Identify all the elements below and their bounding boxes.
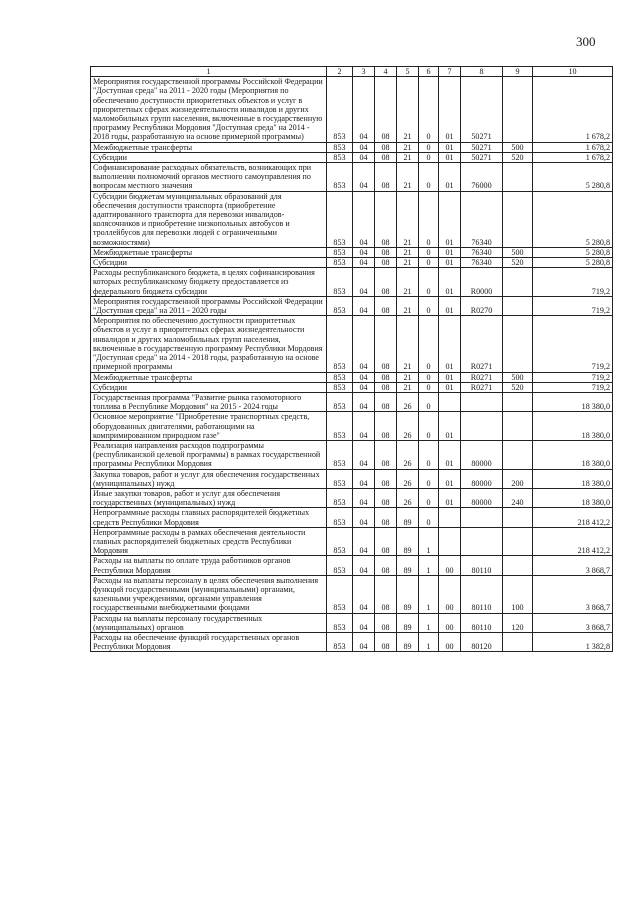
code-subsection: 08 bbox=[375, 152, 397, 162]
code-event bbox=[439, 527, 461, 556]
table-row bbox=[91, 191, 613, 247]
code-direction bbox=[461, 508, 503, 527]
row-description: Закупка товаров, работ и услуг для обеспечения государственных (муниципальных) нужд bbox=[91, 469, 327, 488]
code-admin: 853 bbox=[327, 152, 353, 162]
row-amount: 1 678,2 bbox=[533, 152, 613, 162]
row-amount: 5 280,8 bbox=[533, 163, 613, 192]
row-description: Субсидии bbox=[91, 152, 327, 162]
row-amount: 3 868,7 bbox=[533, 575, 613, 613]
code-section: 04 bbox=[353, 527, 375, 556]
row-description: Мероприятия государственной программы Российской Федерации "Доступная среда" на 2011 - 2020 годы (Мероприятия по обеспечению доступности приоритетных объектов и услуг в приоритетных сферах жизнедеятельности инвалидов и других маломобильных групп населения, включенные в государственную программу Республики Мордовия "Доступная среда" на 2014 - 2018 годы, разработанную на основе примерной программы) bbox=[91, 77, 327, 142]
code-admin: 853 bbox=[327, 488, 353, 507]
code-expense-type: 500 bbox=[503, 372, 533, 382]
code-subsection: 08 bbox=[375, 268, 397, 297]
row-amount: 719,2 bbox=[533, 296, 613, 315]
row-amount: 719,2 bbox=[533, 372, 613, 382]
code-subsection: 08 bbox=[375, 469, 397, 488]
code-admin: 853 bbox=[327, 258, 353, 268]
row-description: Иные закупки товаров, работ и услуг для обеспечения государственных (муниципальных) нужд bbox=[91, 488, 327, 507]
code-direction: R0271 bbox=[461, 372, 503, 382]
code-subsection: 08 bbox=[375, 508, 397, 527]
row-amount: 5 280,8 bbox=[533, 247, 613, 257]
code-expense-type: 100 bbox=[503, 575, 533, 613]
row-amount: 18 380,0 bbox=[533, 488, 613, 507]
table-row bbox=[91, 527, 613, 556]
code-expense-type: 500 bbox=[503, 247, 533, 257]
header-cell: 4 bbox=[375, 67, 397, 77]
code-admin: 853 bbox=[327, 247, 353, 257]
code-event: 01 bbox=[439, 488, 461, 507]
row-description: Непрограммные расходы главных распорядителей бюджетных средств Республики Мордовия bbox=[91, 508, 327, 527]
code-subsection: 08 bbox=[375, 372, 397, 382]
header-cell: 2 bbox=[327, 67, 353, 77]
header-cell: 5 bbox=[397, 67, 419, 77]
row-amount: 218 412,2 bbox=[533, 527, 613, 556]
code-event: 00 bbox=[439, 556, 461, 575]
code-event: 01 bbox=[439, 440, 461, 469]
table-row bbox=[91, 392, 613, 411]
code-section: 04 bbox=[353, 575, 375, 613]
code-subprogram: 0 bbox=[419, 268, 439, 297]
table-row bbox=[91, 508, 613, 527]
code-admin: 853 bbox=[327, 163, 353, 192]
table-row bbox=[91, 556, 613, 575]
code-subsection: 08 bbox=[375, 632, 397, 651]
code-expense-type bbox=[503, 527, 533, 556]
code-subprogram: 0 bbox=[419, 142, 439, 152]
code-expense-type bbox=[503, 412, 533, 441]
code-subsection: 08 bbox=[375, 77, 397, 142]
code-subprogram: 0 bbox=[419, 382, 439, 392]
code-program: 21 bbox=[397, 382, 419, 392]
row-description: Межбюджетные трансферты bbox=[91, 142, 327, 152]
code-event: 00 bbox=[439, 632, 461, 651]
code-subprogram: 0 bbox=[419, 258, 439, 268]
code-expense-type bbox=[503, 440, 533, 469]
header-cell: 9 bbox=[503, 67, 533, 77]
code-expense-type: 500 bbox=[503, 142, 533, 152]
row-description: Расходы на выплаты персоналу в целях обеспечения выполнения функций государственными (муниципальными) органами, казенными учреждениями, органами управления государственными внебюджетными фондами bbox=[91, 575, 327, 613]
code-subprogram: 0 bbox=[419, 392, 439, 411]
code-direction: 80110 bbox=[461, 575, 503, 613]
row-description: Реализация направления расходов подпрограммы (республиканской целевой программы) в рамках государственной программы Республики Мордовия bbox=[91, 440, 327, 469]
table-row bbox=[91, 77, 613, 142]
code-admin: 853 bbox=[327, 392, 353, 411]
code-direction: R0270 bbox=[461, 296, 503, 315]
code-event: 01 bbox=[439, 412, 461, 441]
code-direction: 80110 bbox=[461, 556, 503, 575]
header-cell: 8 bbox=[461, 67, 503, 77]
code-program: 89 bbox=[397, 632, 419, 651]
row-description: Софинансирование расходных обязательств, возникающих при выполнении полномочий органов местного самоуправления по вопросам местного значения bbox=[91, 163, 327, 192]
code-expense-type bbox=[503, 508, 533, 527]
code-subsection: 08 bbox=[375, 142, 397, 152]
code-section: 04 bbox=[353, 258, 375, 268]
header-cell: 6 bbox=[419, 67, 439, 77]
code-subprogram: 0 bbox=[419, 152, 439, 162]
code-direction: R0271 bbox=[461, 316, 503, 372]
code-program: 21 bbox=[397, 152, 419, 162]
row-description: Расходы республиканского бюджета, в целях софинансирования которых республиканскому бюджету предоставляется из федерального бюджета субсидии bbox=[91, 268, 327, 297]
code-subsection: 08 bbox=[375, 575, 397, 613]
row-description: Межбюджетные трансферты bbox=[91, 247, 327, 257]
code-section: 04 bbox=[353, 508, 375, 527]
code-event: 01 bbox=[439, 191, 461, 247]
code-event: 01 bbox=[439, 469, 461, 488]
row-amount: 1 678,2 bbox=[533, 77, 613, 142]
code-direction: 80110 bbox=[461, 613, 503, 632]
code-subprogram: 0 bbox=[419, 191, 439, 247]
row-amount: 5 280,8 bbox=[533, 258, 613, 268]
code-event: 01 bbox=[439, 382, 461, 392]
code-subsection: 08 bbox=[375, 296, 397, 315]
code-subprogram: 0 bbox=[419, 488, 439, 507]
code-subprogram: 1 bbox=[419, 613, 439, 632]
code-subsection: 08 bbox=[375, 440, 397, 469]
row-amount: 719,2 bbox=[533, 268, 613, 297]
code-event: 01 bbox=[439, 268, 461, 297]
code-expense-type: 520 bbox=[503, 152, 533, 162]
code-subsection: 08 bbox=[375, 412, 397, 441]
table-row bbox=[91, 296, 613, 315]
code-direction bbox=[461, 527, 503, 556]
code-admin: 853 bbox=[327, 268, 353, 297]
code-program: 21 bbox=[397, 77, 419, 142]
code-section: 04 bbox=[353, 163, 375, 192]
code-admin: 853 bbox=[327, 142, 353, 152]
row-amount: 719,2 bbox=[533, 316, 613, 372]
code-event bbox=[439, 508, 461, 527]
code-subsection: 08 bbox=[375, 488, 397, 507]
code-admin: 853 bbox=[327, 77, 353, 142]
row-description: Основное мероприятие "Приобретение транспортных средств, оборудованных двигателями, работающими на компримированном природном газе" bbox=[91, 412, 327, 441]
code-program: 89 bbox=[397, 527, 419, 556]
code-admin: 853 bbox=[327, 412, 353, 441]
code-section: 04 bbox=[353, 247, 375, 257]
code-admin: 853 bbox=[327, 527, 353, 556]
table-row bbox=[91, 142, 613, 152]
code-direction bbox=[461, 392, 503, 411]
header-row bbox=[91, 67, 613, 77]
code-section: 04 bbox=[353, 382, 375, 392]
code-subprogram: 0 bbox=[419, 508, 439, 527]
code-event: 01 bbox=[439, 77, 461, 142]
row-description: Межбюджетные трансферты bbox=[91, 372, 327, 382]
code-expense-type: 200 bbox=[503, 469, 533, 488]
table-row bbox=[91, 632, 613, 651]
code-expense-type bbox=[503, 191, 533, 247]
code-expense-type bbox=[503, 632, 533, 651]
code-admin: 853 bbox=[327, 316, 353, 372]
code-direction: 80000 bbox=[461, 488, 503, 507]
page-number: 300 bbox=[576, 34, 596, 49]
code-section: 04 bbox=[353, 77, 375, 142]
row-amount: 18 380,0 bbox=[533, 440, 613, 469]
code-event bbox=[439, 392, 461, 411]
table-row bbox=[91, 152, 613, 162]
code-section: 04 bbox=[353, 392, 375, 411]
row-description: Субсидии бюджетам муниципальных образований для обеспечения доступности транспорта (приобретение адаптированного транспорта для перевозки инвалидов-колясочников и приобретение низкопольных автобусов и троллейбусов для перевозки людей с ограниченными возможностями) bbox=[91, 191, 327, 247]
code-section: 04 bbox=[353, 142, 375, 152]
code-expense-type bbox=[503, 392, 533, 411]
row-amount: 5 280,8 bbox=[533, 191, 613, 247]
table-row bbox=[91, 382, 613, 392]
row-amount: 3 868,7 bbox=[533, 556, 613, 575]
code-section: 04 bbox=[353, 372, 375, 382]
code-section: 04 bbox=[353, 412, 375, 441]
code-program: 21 bbox=[397, 163, 419, 192]
row-description: Мероприятия государственной программы Российской Федерации "Доступная среда" на 2011 - 2020 годы bbox=[91, 296, 327, 315]
code-expense-type bbox=[503, 556, 533, 575]
code-admin: 853 bbox=[327, 469, 353, 488]
code-program: 21 bbox=[397, 258, 419, 268]
code-direction: 76000 bbox=[461, 163, 503, 192]
table-row bbox=[91, 258, 613, 268]
code-subprogram: 0 bbox=[419, 372, 439, 382]
row-amount: 18 380,0 bbox=[533, 392, 613, 411]
table-row bbox=[91, 575, 613, 613]
code-section: 04 bbox=[353, 316, 375, 372]
code-subprogram: 1 bbox=[419, 575, 439, 613]
row-amount: 18 380,0 bbox=[533, 412, 613, 441]
code-direction: 80120 bbox=[461, 632, 503, 651]
table-row bbox=[91, 163, 613, 192]
code-subprogram: 0 bbox=[419, 163, 439, 192]
code-direction: 50271 bbox=[461, 142, 503, 152]
table-row bbox=[91, 469, 613, 488]
row-description: Расходы на выплаты персоналу государственных (муниципальных) органов bbox=[91, 613, 327, 632]
code-expense-type bbox=[503, 296, 533, 315]
code-expense-type bbox=[503, 268, 533, 297]
code-admin: 853 bbox=[327, 296, 353, 315]
code-admin: 853 bbox=[327, 191, 353, 247]
row-description: Субсидии bbox=[91, 258, 327, 268]
table-row bbox=[91, 412, 613, 441]
code-program: 26 bbox=[397, 412, 419, 441]
code-admin: 853 bbox=[327, 632, 353, 651]
code-program: 21 bbox=[397, 268, 419, 297]
code-expense-type: 520 bbox=[503, 382, 533, 392]
code-subsection: 08 bbox=[375, 258, 397, 268]
code-expense-type: 240 bbox=[503, 488, 533, 507]
code-direction: 80000 bbox=[461, 440, 503, 469]
code-event: 01 bbox=[439, 142, 461, 152]
code-subprogram: 0 bbox=[419, 296, 439, 315]
row-description: Субсидии bbox=[91, 382, 327, 392]
header-cell: 10 bbox=[533, 67, 613, 77]
code-admin: 853 bbox=[327, 613, 353, 632]
code-event: 00 bbox=[439, 575, 461, 613]
code-subsection: 08 bbox=[375, 556, 397, 575]
code-subprogram: 0 bbox=[419, 412, 439, 441]
code-program: 89 bbox=[397, 508, 419, 527]
code-section: 04 bbox=[353, 296, 375, 315]
table-row bbox=[91, 268, 613, 297]
code-subsection: 08 bbox=[375, 382, 397, 392]
code-subprogram: 0 bbox=[419, 316, 439, 372]
code-admin: 853 bbox=[327, 372, 353, 382]
code-section: 04 bbox=[353, 469, 375, 488]
code-program: 26 bbox=[397, 488, 419, 507]
table-row bbox=[91, 440, 613, 469]
code-direction: 76340 bbox=[461, 247, 503, 257]
header-cell: 7 bbox=[439, 67, 461, 77]
row-amount: 719,2 bbox=[533, 382, 613, 392]
code-admin: 853 bbox=[327, 556, 353, 575]
code-admin: 853 bbox=[327, 575, 353, 613]
code-event: 01 bbox=[439, 372, 461, 382]
code-program: 26 bbox=[397, 440, 419, 469]
table-row bbox=[91, 372, 613, 382]
code-subprogram: 0 bbox=[419, 469, 439, 488]
code-direction: R0000 bbox=[461, 268, 503, 297]
row-amount: 218 412,2 bbox=[533, 508, 613, 527]
code-section: 04 bbox=[353, 613, 375, 632]
code-program: 26 bbox=[397, 469, 419, 488]
code-program: 21 bbox=[397, 296, 419, 315]
code-direction: 50271 bbox=[461, 152, 503, 162]
code-subprogram: 1 bbox=[419, 632, 439, 651]
code-section: 04 bbox=[353, 488, 375, 507]
row-amount: 18 380,0 bbox=[533, 469, 613, 488]
code-program: 89 bbox=[397, 613, 419, 632]
code-program: 26 bbox=[397, 392, 419, 411]
code-program: 21 bbox=[397, 247, 419, 257]
code-event: 01 bbox=[439, 152, 461, 162]
code-subprogram: 0 bbox=[419, 247, 439, 257]
row-description: Расходы на обеспечение функций государственных органов Республики Мордовия bbox=[91, 632, 327, 651]
code-expense-type bbox=[503, 163, 533, 192]
code-program: 21 bbox=[397, 316, 419, 372]
code-event: 01 bbox=[439, 163, 461, 192]
row-amount: 1 678,2 bbox=[533, 142, 613, 152]
code-direction: 76340 bbox=[461, 191, 503, 247]
code-subprogram: 1 bbox=[419, 556, 439, 575]
code-expense-type: 520 bbox=[503, 258, 533, 268]
code-program: 21 bbox=[397, 191, 419, 247]
code-subsection: 08 bbox=[375, 392, 397, 411]
code-event: 01 bbox=[439, 258, 461, 268]
code-section: 04 bbox=[353, 632, 375, 651]
code-direction: R0271 bbox=[461, 382, 503, 392]
code-subsection: 08 bbox=[375, 163, 397, 192]
table-row bbox=[91, 613, 613, 632]
row-amount: 1 382,8 bbox=[533, 632, 613, 651]
code-section: 04 bbox=[353, 268, 375, 297]
code-admin: 853 bbox=[327, 440, 353, 469]
table-row bbox=[91, 247, 613, 257]
code-section: 04 bbox=[353, 152, 375, 162]
code-subsection: 08 bbox=[375, 613, 397, 632]
row-description: Непрограммные расходы в рамках обеспечения деятельности главных распорядителей бюджетных средств Республики Мордовия bbox=[91, 527, 327, 556]
code-direction: 80000 bbox=[461, 469, 503, 488]
table-row bbox=[91, 316, 613, 372]
code-section: 04 bbox=[353, 191, 375, 247]
code-event: 00 bbox=[439, 613, 461, 632]
code-section: 04 bbox=[353, 440, 375, 469]
code-subprogram: 1 bbox=[419, 527, 439, 556]
code-subprogram: 0 bbox=[419, 77, 439, 142]
header-cell: 1 bbox=[91, 67, 327, 77]
code-event: 01 bbox=[439, 296, 461, 315]
table-row bbox=[91, 488, 613, 507]
code-direction bbox=[461, 412, 503, 441]
code-event: 01 bbox=[439, 316, 461, 372]
code-expense-type: 120 bbox=[503, 613, 533, 632]
header-cell: 3 bbox=[353, 67, 375, 77]
row-description: Мероприятия по обеспечению доступности приоритетных объектов и услуг в приоритетных сферах жизнедеятельности инвалидов и других маломобильных групп населения, включенные в государственную программу Республики Мордовия "Доступная среда" на 2014 - 2018 годы, разработанную на основе примерной программы bbox=[91, 316, 327, 372]
code-subprogram: 0 bbox=[419, 440, 439, 469]
code-expense-type bbox=[503, 77, 533, 142]
budget-table bbox=[90, 66, 613, 652]
code-subsection: 08 bbox=[375, 527, 397, 556]
code-admin: 853 bbox=[327, 508, 353, 527]
code-program: 89 bbox=[397, 556, 419, 575]
row-description: Государственная программа "Развитие рынка газомоторного топлива в Республике Мордовия" на 2015 - 2024 годы bbox=[91, 392, 327, 411]
code-subsection: 08 bbox=[375, 247, 397, 257]
code-subsection: 08 bbox=[375, 316, 397, 372]
row-amount: 3 868,7 bbox=[533, 613, 613, 632]
code-program: 21 bbox=[397, 142, 419, 152]
code-direction: 76340 bbox=[461, 258, 503, 268]
code-subsection: 08 bbox=[375, 191, 397, 247]
code-program: 89 bbox=[397, 575, 419, 613]
code-section: 04 bbox=[353, 556, 375, 575]
code-admin: 853 bbox=[327, 382, 353, 392]
code-event: 01 bbox=[439, 247, 461, 257]
code-program: 21 bbox=[397, 372, 419, 382]
row-description: Расходы на выплаты по оплате труда работников органов Республики Мордовия bbox=[91, 556, 327, 575]
code-expense-type bbox=[503, 316, 533, 372]
code-direction: 50271 bbox=[461, 77, 503, 142]
